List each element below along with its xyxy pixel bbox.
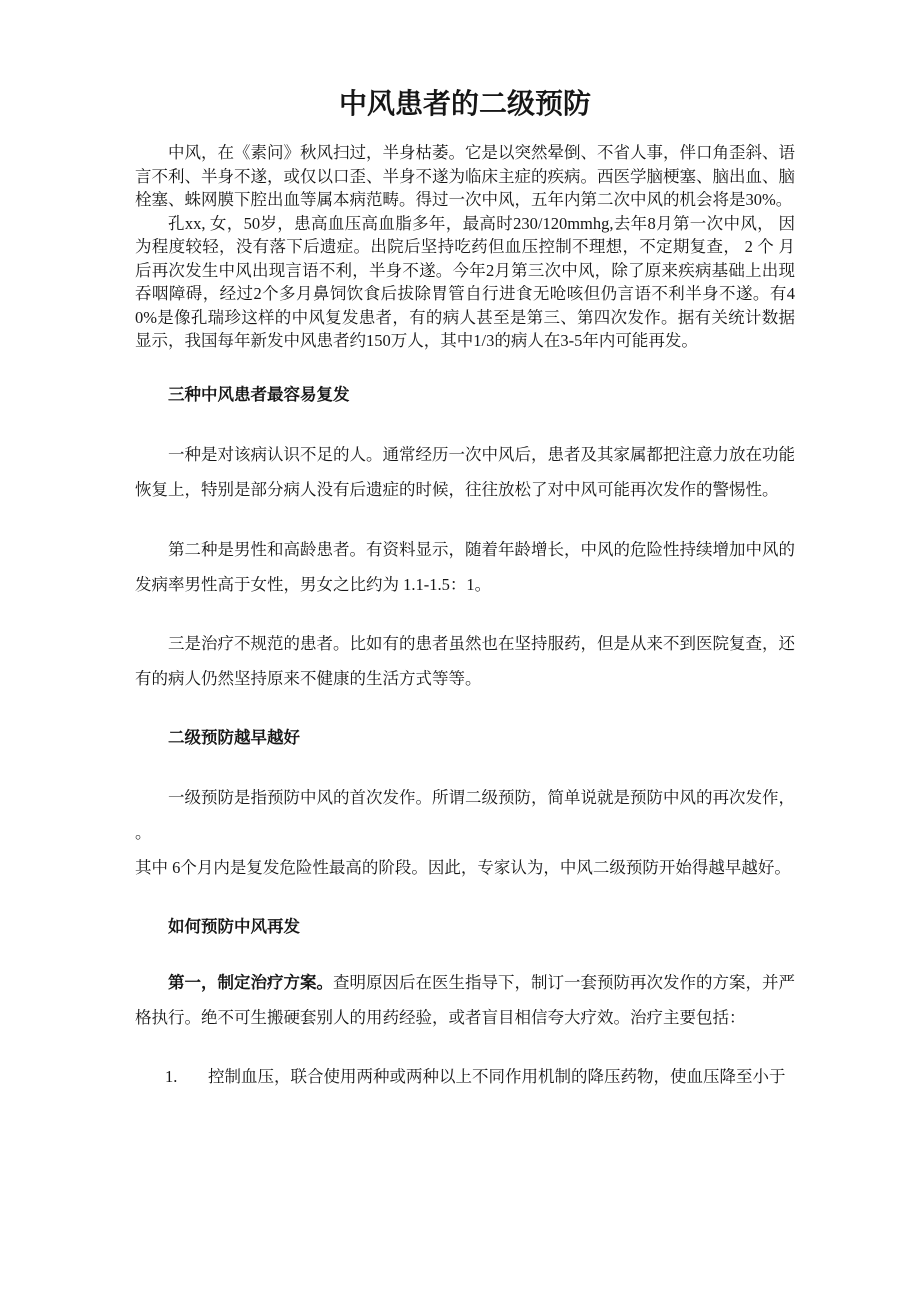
heading-earlier-prevention-better: 二级预防越早越好 [168,727,300,747]
paragraph-six-months-highest-risk: 其中 6个月内是复发危险性最高的阶段。因此，专家认为，中风二级预防开始得越早越好。 [135,857,791,877]
paragraph-nonstandard-treatment: 三是治疗不规范的患者。比如有的患者虽然也在坚持服药，但是从来不到医院复查，还有的病人仍然坚持原来不健康的生活方式等等。 [135,633,795,688]
paragraph-primary-vs-secondary: 一级预防是指预防中风的首次发作。所谓二级预防，简单说就是预防中风的再次发作， 。 [135,787,795,842]
paragraph-treatment-plan-body: 查明原因后在医生指导下，制订一套预防再次发作的方案，并严格执行。绝不可生搬硬套别人的用药经验，或者盲目相信夸大疗效。治疗主要包括： [135,972,795,1027]
list-item-text: 控制血压，联合使用两种或两种以上不同作用机制的降压药物，使血压降至小于 [208,1066,786,1086]
list-item-number: 1. [165,1066,178,1086]
heading-three-types-relapse: 三种中风患者最容易复发 [168,384,350,404]
paragraph-treatment-plan-lead: 第一，制定治疗方案。 [168,972,333,992]
list-item-control-blood-pressure [135,1059,795,1094]
paragraph-male-elderly: 第二种是男性和高龄患者。有资料显示，随着年龄增长，中风的危险性持续增加中风的发病率男性高于女性，男女之比约为 1.1-1.5：1。 [135,539,795,594]
intro-paragraph: 中风，在《素问》秋风扫过，半身枯萎。它是以突然晕倒、不省人事，伴口角歪斜、语言不利、半身不遂，或仅以口歪、半身不遂为临床主症的疾病。西医学脑梗塞、脑出血、脑栓塞、蛛网膜下腔出血等属本病范畴。得过一次中风，五年内第二次中风的机会将是30%。 [135,143,795,209]
heading-how-to-prevent-recurrence: 如何预防中风再发 [168,916,300,936]
case-study-paragraph: 孔xx, 女，50岁，患高血压高血脂多年，最高时230/120mmhg,去年8月第一次中风， 因为程度较轻，没有落下后遗症。出院后坚持吃药但血压控制不理想，不定期复查， 2 个 月后再次发生中风出现言语不利，半身不遂。今年2月第三次中风，除了原来疾病基础上出现吞咽障碍，经过2个多月鼻饲饮食后拔除胃管自行进食无呛咳但仍言语不利半身不遂。有40%是像孔瑞珍这样的中风复发患者，有的病人甚至是第三、第四次发作。据有关统计数据显示，我国每年新发中风患者约150万人，其中1/3的病人在3-5年内可能再发。 [135,213,795,350]
paragraph-insufficient-awareness: 一种是对该病认识不足的人。通常经历一次中风后，患者及其家属都把注意力放在功能恢复上，特别是部分病人没有后遗症的时候，往往放松了对中风可能再次发作的警惕性。 [135,444,795,499]
paragraph-treatment-plan [135,965,795,1035]
document-title: 中风患者的二级预防 [338,89,591,120]
